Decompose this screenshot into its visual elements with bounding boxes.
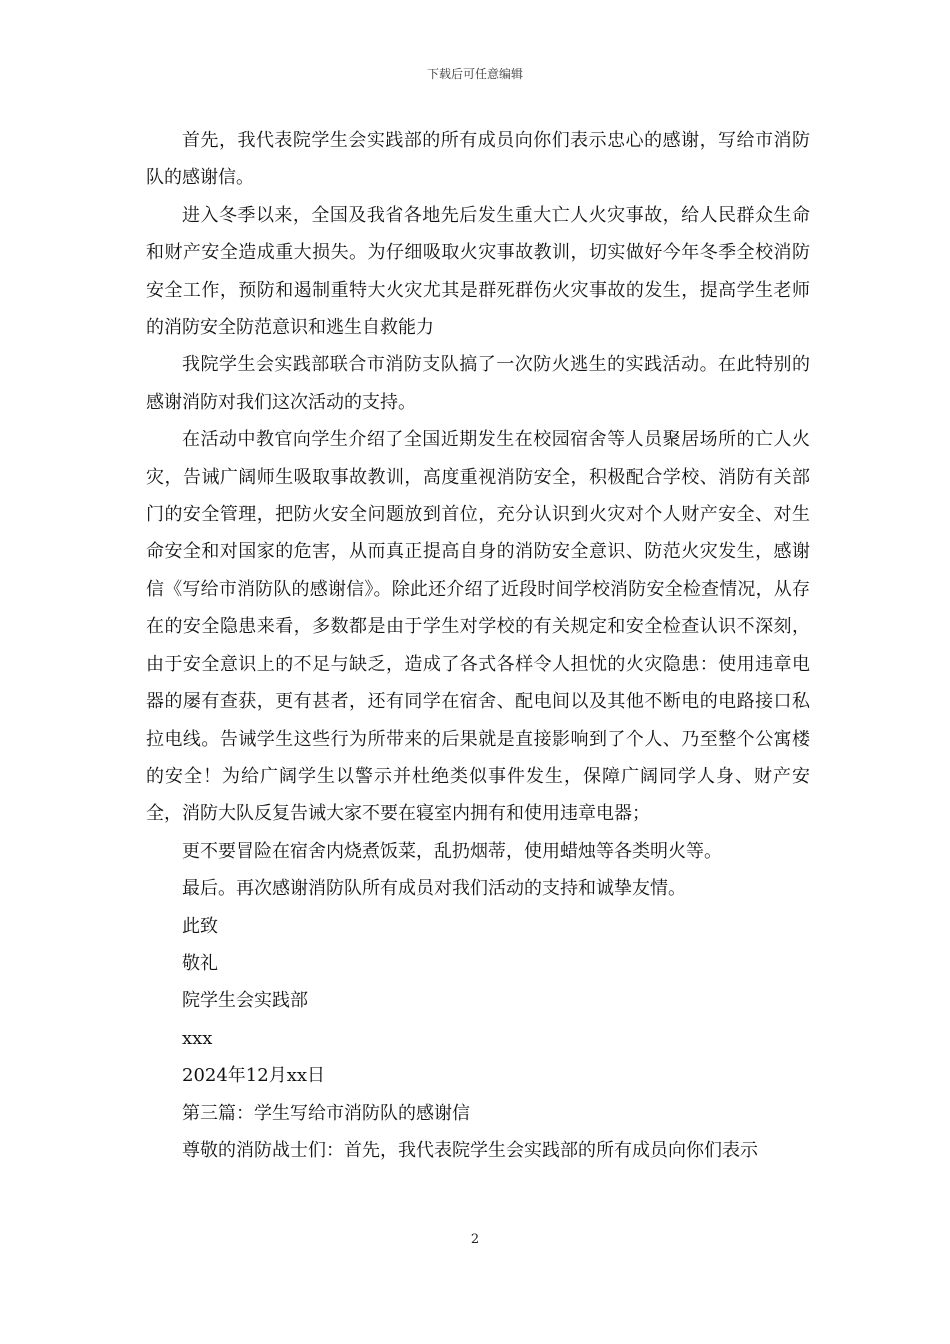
paragraph-background: 进入冬季以来，全国及我省各地先后发生重大亡人火灾事故，给人民群众生命和财产安全造成重大损失。为仔细吸取火灾事故教训，切实做好今年冬季全校消防安全工作，预防和遏制重特大火灾尤其是群死群伤火灾事故的发生，提高学生老师的消防安全防范意识和逃生自救能力 bbox=[146, 204, 810, 339]
signature-name: xxx bbox=[182, 1027, 213, 1049]
document-body bbox=[146, 122, 810, 1169]
paragraph-opening: 首先，我代表院学生会实践部的所有成员向你们表示忠心的感谢，写给市消防队的感谢信。 bbox=[146, 130, 810, 189]
signature-date: 2024年12月xx日 bbox=[182, 1065, 326, 1087]
paragraph-details: 在活动中教官向学生介绍了全国近期发生在校园宿舍等人员聚居场所的亡人火灾，告诫广阔师生吸取事故教训，高度重视消防安全，积极配合学校、消防有关部门的安全管理，把防火安全问题放到首位，充分认识到火灾对个人财产安全、对生命安全和对国家的危害，从而真正提高自身的消防安全意识、防范火灾发生，感谢信《写给市消防队的感谢信》。除此还介绍了近段时间学校消防安全检查情况，从存在的安全隐患来看，多数都是由于学生对学校的有关规定和安全检查认识不深刻，由于安全意识上的不足与缺乏，造成了各式各样令人担忧的火灾隐患：使用违章电器的屡有查获，更有甚者，还有同学在宿舍、配电间以及其他不断电的电路接口私拉电线。告诫学生这些行为所带来的后果就是直接影响到了个人、乃至整个公寓楼的安全！为给广阔学生以警示并杜绝类似事件发生，保障广阔同学人身、财产安全，消防大队反复告诫大家不要在寝室内拥有和使用违章电器； bbox=[146, 429, 810, 825]
page-header: 下载后可任意编辑 bbox=[426, 67, 523, 81]
paragraph-warning: 更不要冒险在宿舍内烧煮饭菜，乱扔烟蒂，使用蜡烛等各类明火等。 bbox=[182, 840, 722, 862]
salutation-jingli: 敬礼 bbox=[182, 952, 218, 974]
paragraph-activity: 我院学生会实践部联合市消防支队搞了一次防火逃生的实践活动。在此特别的感谢消防对我们这次活动的支持。 bbox=[146, 354, 810, 413]
section-heading: 第三篇：学生写给市消防队的感谢信 bbox=[182, 1102, 470, 1124]
signature-org: 院学生会实践部 bbox=[182, 990, 308, 1012]
page-number: 2 bbox=[470, 1232, 480, 1247]
paragraph-next-letter: 尊敬的消防战士们：首先，我代表院学生会实践部的所有成员向你们表示 bbox=[182, 1139, 758, 1161]
paragraph-closing: 最后。再次感谢消防队所有成员对我们活动的支持和诚挚友情。 bbox=[182, 878, 686, 900]
salutation-cizhi: 此致 bbox=[182, 915, 218, 937]
